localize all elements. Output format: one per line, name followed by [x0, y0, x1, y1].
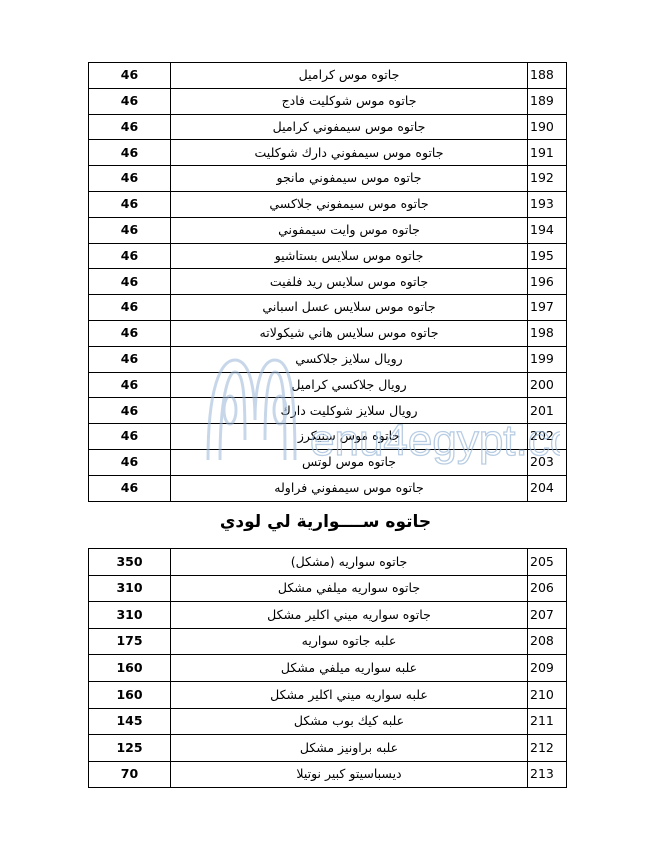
item-name: جاتوه موس سلايس هاني شيكولاته [171, 320, 528, 346]
item-price: 70 [89, 761, 171, 788]
item-price: 46 [89, 295, 171, 321]
item-price: 46 [89, 140, 171, 166]
item-number: 202 [528, 424, 567, 450]
item-price: 46 [89, 372, 171, 398]
menu-row [89, 372, 567, 398]
item-number: 193 [528, 191, 567, 217]
menu-row [89, 320, 567, 346]
item-number: 205 [528, 549, 567, 576]
item-price: 46 [89, 63, 171, 89]
watermark-text: enu4egypt.c [310, 416, 550, 465]
menu-row [89, 735, 567, 762]
item-number: 196 [528, 269, 567, 295]
item-price: 46 [89, 449, 171, 475]
item-name: جاتوه سواريه ميني اكلير مشكل [171, 602, 528, 629]
item-number: 211 [528, 708, 567, 735]
menu-row [89, 217, 567, 243]
item-number: 207 [528, 602, 567, 629]
menu-row [89, 63, 567, 89]
item-name: علبه براونيز مشكل [171, 735, 528, 762]
item-number: 198 [528, 320, 567, 346]
menu-row [89, 602, 567, 629]
item-price: 46 [89, 88, 171, 114]
item-number: 203 [528, 449, 567, 475]
menu-row [89, 761, 567, 788]
menu-row [89, 243, 567, 269]
item-number: 199 [528, 346, 567, 372]
item-price: 310 [89, 602, 171, 629]
item-name: ديسباسيتو كبير نوتيلا [171, 761, 528, 788]
item-price: 46 [89, 346, 171, 372]
item-price: 46 [89, 243, 171, 269]
item-price: 145 [89, 708, 171, 735]
item-number: 189 [528, 88, 567, 114]
menu-row [89, 449, 567, 475]
item-price: 350 [89, 549, 171, 576]
item-name: رويال سلايز شوكليت دارك [171, 398, 528, 424]
item-number: 188 [528, 63, 567, 89]
section-title: جاتوه ســــوارية لي لودي [219, 512, 432, 532]
menu-table-body [89, 63, 567, 502]
menu-row [89, 346, 567, 372]
item-number: 209 [528, 655, 567, 682]
item-name: جاتوه موس سيمفوني مانجو [171, 166, 528, 192]
item-name: جاتوه موس سنيكرز [171, 424, 528, 450]
menu-row [89, 475, 567, 501]
item-name: علبه جاتوه سواريه [171, 628, 528, 655]
item-name: جاتوه سواريه (مشكل) [171, 549, 528, 576]
menu-row [89, 114, 567, 140]
item-price: 46 [89, 398, 171, 424]
item-price: 46 [89, 166, 171, 192]
item-price: 175 [89, 628, 171, 655]
menu-row [89, 191, 567, 217]
item-name: جاتوه موس سيمفوني دارك شوكليت [171, 140, 528, 166]
menu-row [89, 681, 567, 708]
item-price: 310 [89, 575, 171, 602]
item-name: جاتوه موس كراميل [171, 63, 528, 89]
item-number: 210 [528, 681, 567, 708]
item-number: 192 [528, 166, 567, 192]
item-number: 204 [528, 475, 567, 501]
menu-table-mousse [88, 62, 567, 502]
item-number: 213 [528, 761, 567, 788]
item-name: جاتوه موس سيمفوني فراوله [171, 475, 528, 501]
item-price: 46 [89, 424, 171, 450]
item-number: 194 [528, 217, 567, 243]
menu-row [89, 295, 567, 321]
item-name: جاتوه موس سيمفوني جلاكسي [171, 191, 528, 217]
item-number: 206 [528, 575, 567, 602]
item-name: رويال جلاكسي كراميل [171, 372, 528, 398]
item-name: علبه سواريه ميلفي مشكل [171, 655, 528, 682]
item-name: علبه سواريه ميني اكلير مشكل [171, 681, 528, 708]
menu-row [89, 88, 567, 114]
menu-row [89, 140, 567, 166]
item-name: جاتوه موس شوكليت فادج [171, 88, 528, 114]
item-name: رويال سلايز جلاكسي [171, 346, 528, 372]
menu-table-body [89, 549, 567, 788]
item-name: علبه كيك بوب مشكل [171, 708, 528, 735]
item-number: 212 [528, 735, 567, 762]
item-price: 125 [89, 735, 171, 762]
menu-row [89, 708, 567, 735]
item-price: 46 [89, 269, 171, 295]
menu-row [89, 166, 567, 192]
item-name: جاتوه موس وايت سيمفوني [171, 217, 528, 243]
menu-row [89, 655, 567, 682]
item-number: 191 [528, 140, 567, 166]
item-price: 46 [89, 114, 171, 140]
menu-row [89, 628, 567, 655]
item-name: جاتوه سواريه ميلفي مشكل [171, 575, 528, 602]
menu-row [89, 398, 567, 424]
menu-row [89, 269, 567, 295]
item-price: 46 [89, 217, 171, 243]
item-price: 46 [89, 475, 171, 501]
item-name: جاتوه موس سلايس عسل اسباني [171, 295, 528, 321]
item-number: 201 [528, 398, 567, 424]
item-number: 197 [528, 295, 567, 321]
item-name: جاتوه موس سلايس بستاشيو [171, 243, 528, 269]
item-name: جاتوه موس سلايس ريد فلفيت [171, 269, 528, 295]
item-number: 190 [528, 114, 567, 140]
menu-row [89, 575, 567, 602]
menu-row [89, 549, 567, 576]
item-name: جاتوه موس سيمفوني كراميل [171, 114, 528, 140]
item-price: 160 [89, 655, 171, 682]
item-name: جاتوه موس لوتس [171, 449, 528, 475]
item-price: 46 [89, 191, 171, 217]
menu-table-soiree [88, 548, 567, 788]
menu-row [89, 424, 567, 450]
item-price: 160 [89, 681, 171, 708]
item-number: 200 [528, 372, 567, 398]
item-price: 46 [89, 320, 171, 346]
item-number: 208 [528, 628, 567, 655]
item-number: 195 [528, 243, 567, 269]
